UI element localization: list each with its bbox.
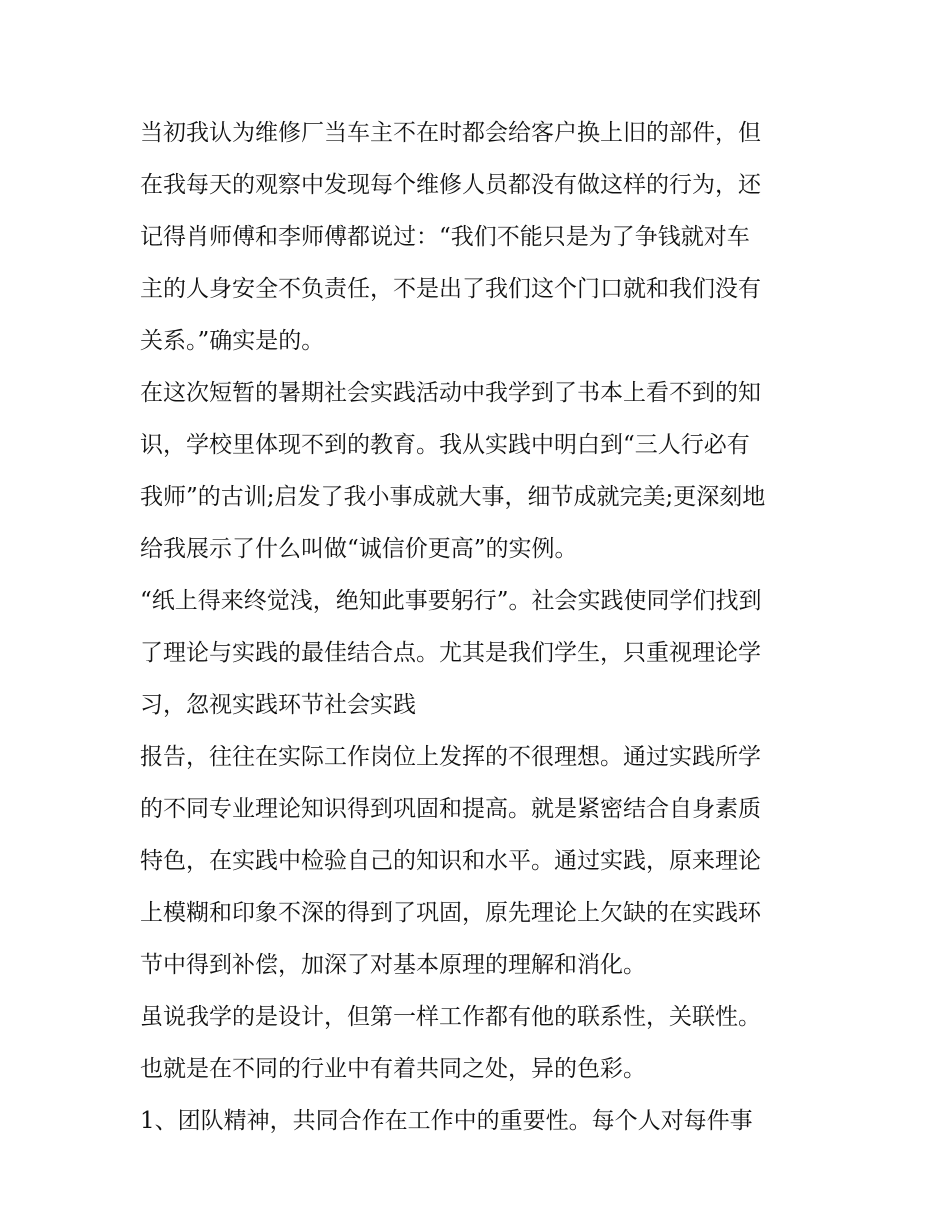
- text-line: 给我展示了什么叫做“诚信价更高”的实例。: [140, 536, 578, 562]
- text-line: 虽说我学的是设计，但第一样工作都有他的联系性，关联性。: [140, 1004, 761, 1030]
- text-line: 关系。”确实是的。: [140, 328, 325, 354]
- text-line: 在我每天的观察中发现每个维修人员都没有做这样的行为，还: [140, 172, 761, 198]
- text-line: 记得肖师傅和李师傅都说过：“我们不能只是为了争钱就对车: [140, 224, 750, 250]
- text-line: 的不同专业理论知识得到巩固和提高。就是紧密结合自身素质: [140, 796, 761, 822]
- text-line: 习，忽视实践环节社会实践: [140, 692, 416, 718]
- text-line: 1、团队精神，共同合作在工作中的重要性。每个人对每件事: [140, 1108, 753, 1134]
- text-line: 在这次短暂的暑期社会实践活动中我学到了书本上看不到的知: [140, 380, 761, 406]
- text-line: 上模糊和印象不深的得到了巩固，原先理论上欠缺的在实践环: [140, 900, 761, 926]
- body-text: [140, 107, 820, 1147]
- text-line: “纸上得来终觉浅，绝知此事要躬行”。社会实践使同学们找到: [140, 588, 762, 614]
- text-line: 了理论与实践的最佳结合点。尤其是我们学生，只重视理论学: [140, 640, 761, 666]
- text-line: 主的人身安全不负责任，不是出了我们这个门口就和我们没有: [140, 276, 761, 302]
- text-line: 报告，往往在实际工作岗位上发挥的不很理想。通过实践所学: [140, 744, 761, 770]
- text-line: 特色，在实践中检验自己的知识和水平。通过实践，原来理论: [140, 848, 761, 874]
- text-line: 节中得到补偿，加深了对基本原理的理解和消化。: [140, 952, 646, 978]
- text-line: 也就是在不同的行业中有着共同之处，异的色彩。: [140, 1056, 646, 1082]
- text-line: 我师”的古训;启发了我小事成就大事，细节成就完美;更深刻地: [140, 484, 766, 510]
- text-line: 当初我认为维修厂当车主不在时都会给客户换上旧的部件，但: [140, 120, 761, 146]
- text-line: 识，学校里体现不到的教育。我从实践中明白到“三人行必有: [140, 432, 750, 458]
